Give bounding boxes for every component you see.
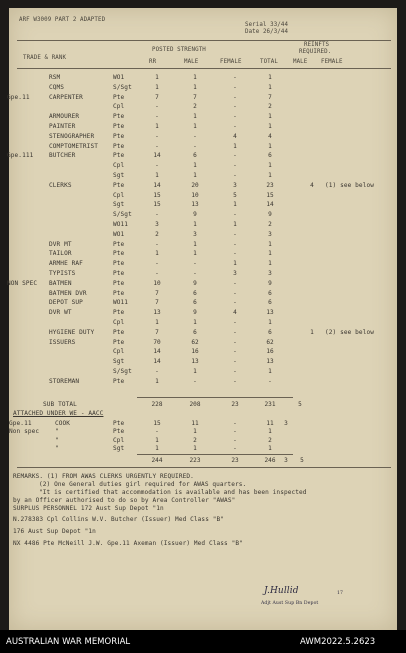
- row-rr: 1: [155, 74, 159, 81]
- row-rr: -: [155, 142, 159, 150]
- row-trade: TYPISTS: [49, 270, 76, 277]
- row-rr: 1: [155, 83, 159, 91]
- row-female: 1: [233, 142, 237, 150]
- row-rr: -: [155, 162, 159, 170]
- row-male: 13: [191, 358, 199, 366]
- col-total: TOTAL: [260, 59, 278, 65]
- row-total: 1: [268, 113, 272, 121]
- attached-group: Non spec: [9, 428, 40, 436]
- col-req-male: MALE: [293, 59, 308, 65]
- row-rank: Pte: [113, 250, 125, 258]
- row-trade: CQMS: [49, 83, 65, 91]
- grand-total-req: 3: [284, 457, 288, 464]
- row-note: (2) see below: [325, 328, 374, 336]
- row-rr: -: [155, 132, 159, 140]
- row-male: 1: [193, 250, 197, 258]
- row-trade: STOREMAN: [49, 377, 80, 385]
- attached-male: 11: [191, 420, 199, 427]
- grand-total-female: 23: [231, 457, 239, 464]
- row-female: -: [233, 230, 237, 238]
- row-rr: -: [155, 368, 159, 375]
- remarks-rule: [17, 467, 391, 468]
- document-date: Date 26/3/44: [245, 29, 289, 35]
- row-female: -: [233, 83, 237, 91]
- row-group: NON SPEC: [7, 279, 38, 287]
- attached-trade: COOK: [55, 420, 71, 427]
- attached-rr: -: [155, 428, 159, 436]
- row-group: Gpe.111: [7, 152, 34, 160]
- row-female: -: [233, 74, 237, 81]
- attached-male: 2: [193, 436, 197, 444]
- row-rank: Pte: [113, 270, 125, 277]
- adjutant-stamp: Adjt Aust Sup Bn Depot: [261, 601, 319, 606]
- row-total: 1: [268, 142, 272, 150]
- attached-female: -: [233, 444, 237, 452]
- row-trade: BUTCHER: [49, 152, 76, 160]
- attached-total: 11: [266, 420, 274, 427]
- row-total: 9: [268, 279, 272, 287]
- remarks-line-7: 176 Aust Sup Depot "1n: [13, 528, 96, 535]
- remarks-line-3: "It is certified that accommodation is available and has been inspected: [39, 489, 307, 496]
- row-female: -: [233, 328, 237, 336]
- row-male: 6: [193, 328, 197, 336]
- attached-male: 1: [193, 428, 197, 436]
- row-total: 1: [268, 162, 272, 170]
- row-trade: CLERKS: [49, 181, 72, 189]
- row-rank: Cpl: [113, 162, 125, 170]
- row-rank: Sgt: [113, 358, 125, 366]
- attached-heading: ATTACHED UNDER WE - AACC: [13, 410, 104, 417]
- row-rr: -: [155, 211, 159, 219]
- row-trade: BATMEN DVR: [49, 289, 87, 297]
- remarks-line-8: NX 4486 Pte McNeill J.W. Gpe.11 Axeman (Issuer) Med Class "B": [13, 540, 243, 547]
- attached-trade: ": [55, 428, 59, 436]
- row-rr: -: [155, 113, 159, 121]
- row-rank: Cpl: [113, 319, 125, 326]
- row-female: 5: [233, 191, 237, 199]
- row-req: 4: [310, 181, 314, 189]
- row-total: 23: [266, 181, 274, 189]
- attached-rr: 1: [155, 436, 159, 444]
- row-total: 1: [268, 240, 272, 248]
- row-female: -: [233, 123, 237, 130]
- col-posted-strength: POSTED STRENGTH: [152, 47, 206, 53]
- row-total: 1: [268, 319, 272, 326]
- row-male: 10: [191, 191, 199, 199]
- row-total: 6: [268, 328, 272, 336]
- row-rr: 7: [155, 328, 159, 336]
- row-rank: Pte: [113, 113, 125, 121]
- row-rank: WO11: [113, 299, 129, 307]
- row-male: -: [193, 270, 197, 277]
- attached-rr: 15: [153, 420, 161, 427]
- row-total: 1: [268, 83, 272, 91]
- row-rr: 70: [153, 338, 161, 346]
- row-rr: 14: [153, 152, 161, 160]
- row-rank: Pte: [113, 181, 125, 189]
- document-page: [9, 8, 397, 630]
- col-trade-rank: TRADE & RANK: [23, 55, 67, 61]
- row-rr: 7: [155, 299, 159, 307]
- row-total: 6: [268, 299, 272, 307]
- row-female: -: [233, 93, 237, 101]
- row-female: 4: [233, 132, 237, 140]
- row-female: -: [233, 368, 237, 375]
- row-male: 6: [193, 289, 197, 297]
- row-rr: 10: [153, 279, 161, 287]
- row-total: 2: [268, 103, 272, 111]
- col-male: MALE: [184, 59, 199, 65]
- grand-total-male: 223: [189, 457, 201, 464]
- row-trade: ARMHE RAF: [49, 260, 83, 268]
- row-req: 1: [310, 328, 314, 336]
- row-male: 1: [193, 319, 197, 326]
- row-rank: S/Sgt: [113, 368, 132, 375]
- attached-req: 3: [284, 420, 288, 427]
- row-rank: Cpl: [113, 191, 125, 199]
- row-rank: Pte: [113, 309, 125, 317]
- row-rr: 2: [155, 230, 159, 238]
- row-female: -: [233, 103, 237, 111]
- row-male: -: [193, 142, 197, 150]
- row-male: 6: [193, 299, 197, 307]
- row-rr: 13: [153, 309, 161, 317]
- row-rr: 3: [155, 221, 159, 228]
- row-female: -: [233, 250, 237, 258]
- row-female: 1: [233, 221, 237, 228]
- row-female: -: [233, 289, 237, 297]
- attached-total: 1: [268, 428, 272, 436]
- remarks-line-6: N.278383 Cpl Collins W.V. Butcher (Issuer) Med Class "B": [13, 516, 225, 523]
- row-total: 16: [266, 348, 274, 356]
- row-total: 1: [268, 74, 272, 81]
- row-male: 6: [193, 152, 197, 160]
- grand-total-rr: 244: [151, 457, 163, 464]
- signature-number: 17: [337, 591, 344, 596]
- subtotal-female: 23: [231, 401, 239, 408]
- row-male: 1: [193, 123, 197, 130]
- row-male: 1: [193, 74, 197, 81]
- row-female: 1: [233, 201, 237, 209]
- row-rank: Cpl: [113, 103, 125, 111]
- row-female: 3: [233, 270, 237, 277]
- row-rank: S/Sgt: [113, 211, 132, 219]
- row-rr: 1: [155, 250, 159, 258]
- row-trade: HYGIENE DUTY: [49, 328, 95, 336]
- row-rr: 1: [155, 123, 159, 130]
- row-total: 13: [266, 309, 274, 317]
- attached-female: -: [233, 436, 237, 444]
- row-total: 2: [268, 221, 272, 228]
- row-total: 1: [268, 172, 272, 179]
- row-male: 7: [193, 93, 197, 101]
- subtotal-label: SUB TOTAL: [43, 401, 77, 408]
- remarks-line-4: by an Officer authorised to do so by Area Controller "AWAS": [13, 497, 236, 504]
- attached-rank: Pte: [113, 428, 125, 436]
- row-female: -: [233, 319, 237, 326]
- row-rank: WO11: [113, 221, 129, 228]
- subtotal-rr: 228: [151, 401, 163, 408]
- row-female: 4: [233, 309, 237, 317]
- row-rr: -: [155, 240, 159, 248]
- row-rr: 7: [155, 289, 159, 297]
- row-rank: WO1: [113, 230, 125, 238]
- row-rank: Pte: [113, 142, 125, 150]
- row-total: 9: [268, 211, 272, 219]
- row-male: 1: [193, 162, 197, 170]
- row-trade: RSM: [49, 74, 61, 81]
- row-total: 1: [268, 123, 272, 130]
- row-group: Gpe.11: [7, 93, 30, 101]
- row-female: -: [233, 299, 237, 307]
- row-male: 1: [193, 240, 197, 248]
- subtotal-rule: [137, 397, 293, 398]
- subtotal-req: 5: [298, 401, 302, 408]
- row-male: 3: [193, 230, 197, 238]
- attached-rank: Sgt: [113, 444, 125, 452]
- row-rank: Pte: [113, 240, 125, 248]
- row-female: 1: [233, 260, 237, 268]
- col-required: REQUIRED.: [299, 49, 332, 55]
- row-total: 7: [268, 93, 272, 101]
- row-total: 15: [266, 191, 274, 199]
- row-rank: Cpl: [113, 348, 125, 356]
- attached-trade: ": [55, 444, 59, 452]
- row-female: -: [233, 172, 237, 179]
- row-total: 62: [266, 338, 274, 346]
- remarks-line-2: (2) One General duties girl required for AWAS quarters.: [39, 481, 247, 488]
- row-male: 62: [191, 338, 199, 346]
- row-rank: Pte: [113, 289, 125, 297]
- subtotal-total: 231: [264, 401, 276, 408]
- row-trade: DVR MT: [49, 240, 72, 248]
- col-req-female: FEMALE: [321, 59, 343, 65]
- row-rank: Pte: [113, 132, 125, 140]
- attached-rank: Pte: [113, 420, 125, 427]
- row-female: 3: [233, 181, 237, 189]
- row-female: -: [233, 348, 237, 356]
- row-rr: 15: [153, 191, 161, 199]
- row-total: 3: [268, 270, 272, 277]
- row-rank: Pte: [113, 328, 125, 336]
- row-total: 1: [268, 368, 272, 375]
- row-total: 1: [268, 250, 272, 258]
- row-rank: Pte: [113, 377, 125, 385]
- row-female: -: [233, 358, 237, 366]
- subtotal-male: 208: [189, 401, 201, 408]
- signature: J.Hullid: [264, 586, 299, 596]
- row-total: 6: [268, 289, 272, 297]
- row-trade: ISSUERS: [49, 338, 76, 346]
- attached-total: 1: [268, 444, 272, 452]
- row-total: 13: [266, 358, 274, 366]
- row-trade: PAINTER: [49, 123, 76, 130]
- row-rank: WO1: [113, 74, 125, 81]
- attached-female: -: [233, 420, 237, 427]
- row-male: 9: [193, 309, 197, 317]
- row-rank: Sgt: [113, 172, 125, 179]
- serial-number: Serial 33/44: [245, 22, 289, 28]
- row-trade: TAILOR: [49, 250, 72, 258]
- row-trade: CARPENTER: [49, 93, 83, 101]
- col-female: FEMALE: [220, 59, 242, 65]
- row-female: -: [233, 211, 237, 219]
- row-rr: 14: [153, 358, 161, 366]
- row-male: 1: [193, 368, 197, 375]
- row-rr: 15: [153, 201, 161, 209]
- row-male: -: [193, 377, 197, 385]
- row-rank: Sgt: [113, 201, 125, 209]
- row-rank: Pte: [113, 123, 125, 130]
- row-male: 1: [193, 113, 197, 121]
- row-male: 1: [193, 221, 197, 228]
- row-male: 1: [193, 83, 197, 91]
- row-male: 9: [193, 211, 197, 219]
- col-reinfts: REINFTS: [304, 42, 330, 48]
- grand-total-total: 246: [264, 457, 276, 464]
- row-female: -: [233, 377, 237, 385]
- header-rule-top: [17, 40, 391, 41]
- row-total: 1: [268, 260, 272, 268]
- row-female: -: [233, 162, 237, 170]
- row-male: 20: [191, 181, 199, 189]
- row-note: (1) see below: [325, 181, 374, 189]
- row-rank: Pte: [113, 279, 125, 287]
- row-total: 14: [266, 201, 274, 209]
- row-rr: 1: [155, 172, 159, 179]
- row-rr: 1: [155, 319, 159, 326]
- row-male: 1: [193, 172, 197, 179]
- remarks-line-1: REMARKS. (1) FROM AWAS CLERKS URGENTLY REQUIRED.: [13, 473, 194, 480]
- attached-group: Gpe.11: [9, 420, 32, 427]
- row-trade: BATMEN: [49, 279, 72, 287]
- attached-male: 1: [193, 444, 197, 452]
- grand-total-rule: [137, 454, 293, 455]
- row-female: -: [233, 338, 237, 346]
- footer-accession: AWM2022.5.2623: [300, 637, 376, 647]
- row-female: -: [233, 279, 237, 287]
- row-rr: -: [155, 260, 159, 268]
- row-rank: Pte: [113, 260, 125, 268]
- row-male: 16: [191, 348, 199, 356]
- attached-female: -: [233, 428, 237, 436]
- row-trade: COMPTOMETRIST: [49, 142, 98, 150]
- row-trade: STENOGRAPHER: [49, 132, 95, 140]
- row-trade: DVR WT: [49, 309, 72, 317]
- row-rr: 14: [153, 348, 161, 356]
- row-total: 3: [268, 230, 272, 238]
- row-rr: 14: [153, 181, 161, 189]
- row-female: -: [233, 152, 237, 160]
- row-male: 13: [191, 201, 199, 209]
- row-total: 6: [268, 152, 272, 160]
- row-rank: S/Sgt: [113, 83, 132, 91]
- footer-institution: AUSTRALIAN WAR MEMORIAL: [6, 637, 131, 647]
- attached-trade: ": [55, 436, 59, 444]
- row-rank: Pte: [113, 152, 125, 160]
- archive-footer: [0, 630, 406, 653]
- row-female: -: [233, 240, 237, 248]
- row-rr: -: [155, 103, 159, 111]
- row-trade: ARMOURER: [49, 113, 80, 121]
- attached-rank: Cpl: [113, 436, 125, 444]
- col-rr: RR: [149, 59, 157, 65]
- row-male: -: [193, 132, 197, 140]
- row-male: 9: [193, 279, 197, 287]
- row-rank: Pte: [113, 93, 125, 101]
- header-rule-bottom: [17, 68, 391, 69]
- row-rank: Pte: [113, 338, 125, 346]
- row-male: 2: [193, 103, 197, 111]
- row-total: 4: [268, 132, 272, 140]
- form-reference: ARF W3009 PART 2 ADAPTED: [19, 17, 106, 23]
- remarks-line-5: SURPLUS PERSONNEL 172 Aust Sup Depot "1n: [13, 505, 164, 512]
- row-rr: 7: [155, 93, 159, 101]
- row-total: -: [268, 377, 272, 385]
- attached-total: 2: [268, 436, 272, 444]
- row-rr: -: [155, 270, 159, 277]
- row-trade: DEPOT SUP: [49, 299, 83, 307]
- row-male: -: [193, 260, 197, 268]
- row-rr: 1: [155, 377, 159, 385]
- grand-total-req2: 5: [300, 457, 304, 464]
- attached-rr: 1: [155, 444, 159, 452]
- row-female: -: [233, 113, 237, 121]
